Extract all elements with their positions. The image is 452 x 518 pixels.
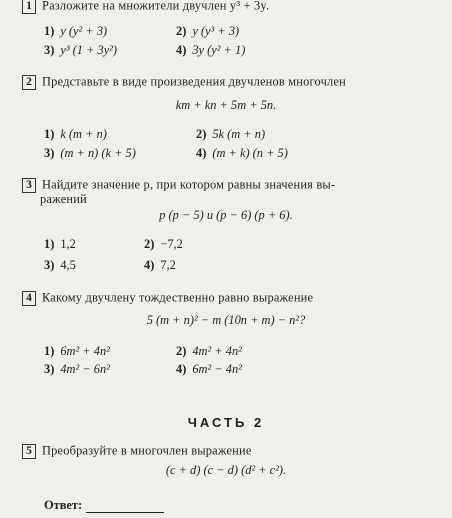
option-number: 2) bbox=[176, 344, 187, 358]
option-value: y³ (1 + 3y²) bbox=[60, 43, 118, 57]
option-3 bbox=[44, 362, 110, 377]
task-3-header bbox=[22, 177, 335, 193]
option-number: 1) bbox=[44, 237, 55, 251]
task-prompt: Преобразуйте в многочлен выражение bbox=[42, 443, 252, 458]
option-number: 4) bbox=[176, 43, 187, 57]
task-expression: km + kn + 5m + 5n. bbox=[175, 98, 277, 112]
option-value: 1,2 bbox=[60, 237, 76, 251]
option-value: 7,2 bbox=[160, 258, 176, 272]
option-2 bbox=[144, 237, 183, 252]
option-number: 3) bbox=[44, 43, 55, 57]
option-value: 5k (m + n) bbox=[212, 127, 266, 141]
option-4 bbox=[176, 43, 245, 58]
task-2-header bbox=[22, 74, 346, 90]
option-1 bbox=[44, 127, 107, 142]
option-value: y (y³ + 3) bbox=[192, 24, 240, 38]
answer-field[interactable] bbox=[86, 502, 164, 513]
option-number: 4) bbox=[176, 362, 187, 376]
option-value: 3y (y² + 1) bbox=[192, 43, 246, 57]
task-prompt: Какому двучлену тождественно равно выражение bbox=[42, 290, 314, 305]
task-expression: (c + d) (c − d) (d² + c²). bbox=[165, 463, 287, 477]
option-value: 4m² − 6n² bbox=[60, 362, 110, 376]
option-number: 1) bbox=[44, 344, 55, 358]
task-number-box: 2 bbox=[22, 75, 36, 90]
option-number: 1) bbox=[44, 127, 55, 141]
option-3 bbox=[44, 43, 117, 58]
option-1 bbox=[44, 344, 110, 359]
task-expression: 5 (m + n)² − m (10n + m) − n²? bbox=[146, 313, 306, 327]
option-4 bbox=[196, 146, 288, 161]
task-prompt: Представьте в виде произведения двучленов многочлен bbox=[42, 74, 346, 89]
option-value: k (m + n) bbox=[60, 127, 107, 141]
task-number-box: 4 bbox=[22, 291, 36, 306]
option-number: 3) bbox=[44, 258, 55, 272]
option-2 bbox=[196, 127, 265, 142]
answer-label: Ответ: bbox=[44, 498, 83, 512]
task-prompt-continuation: ражений bbox=[40, 192, 87, 206]
option-number: 2) bbox=[196, 127, 207, 141]
option-4 bbox=[144, 258, 176, 273]
option-value: y (y² + 3) bbox=[60, 24, 108, 38]
task-number-box: 3 bbox=[22, 178, 36, 193]
task-prompt: Найдите значение p, при котором равны значения вы- bbox=[42, 177, 336, 192]
option-number: 3) bbox=[44, 146, 55, 160]
task-number-box: 1 bbox=[22, 0, 36, 14]
option-number: 4) bbox=[196, 146, 207, 160]
option-value: 4m² + 4n² bbox=[192, 344, 242, 358]
option-value: 4,5 bbox=[60, 258, 76, 272]
option-number: 4) bbox=[144, 258, 155, 272]
option-2 bbox=[176, 24, 239, 39]
option-number: 2) bbox=[176, 24, 187, 38]
task-1-header bbox=[22, 0, 269, 14]
task-5-header bbox=[22, 443, 252, 459]
answer-row bbox=[44, 498, 164, 513]
option-value: 6m² + 4n² bbox=[60, 344, 110, 358]
option-number: 3) bbox=[44, 362, 55, 376]
option-1 bbox=[44, 237, 76, 252]
option-number: 1) bbox=[44, 24, 55, 38]
option-1 bbox=[44, 24, 107, 39]
option-3 bbox=[44, 146, 136, 161]
part-title: ЧАСТЬ 2 bbox=[187, 415, 265, 430]
option-value: 6m² − 4n² bbox=[192, 362, 242, 376]
option-3 bbox=[44, 258, 76, 273]
task-number-box: 5 bbox=[22, 444, 36, 459]
option-value: −7,2 bbox=[160, 237, 183, 251]
task-expression: p (p − 5) и (p − 6) (p + 6). bbox=[159, 208, 293, 222]
task-prompt: Разложите на множители двучлен y³ + 3y. bbox=[42, 0, 270, 13]
option-4 bbox=[176, 362, 242, 377]
task-4-header bbox=[22, 290, 313, 306]
option-value: (m + k) (n + 5) bbox=[212, 146, 288, 160]
option-value: (m + n) (k + 5) bbox=[60, 146, 136, 160]
option-number: 2) bbox=[144, 237, 155, 251]
option-2 bbox=[176, 344, 242, 359]
